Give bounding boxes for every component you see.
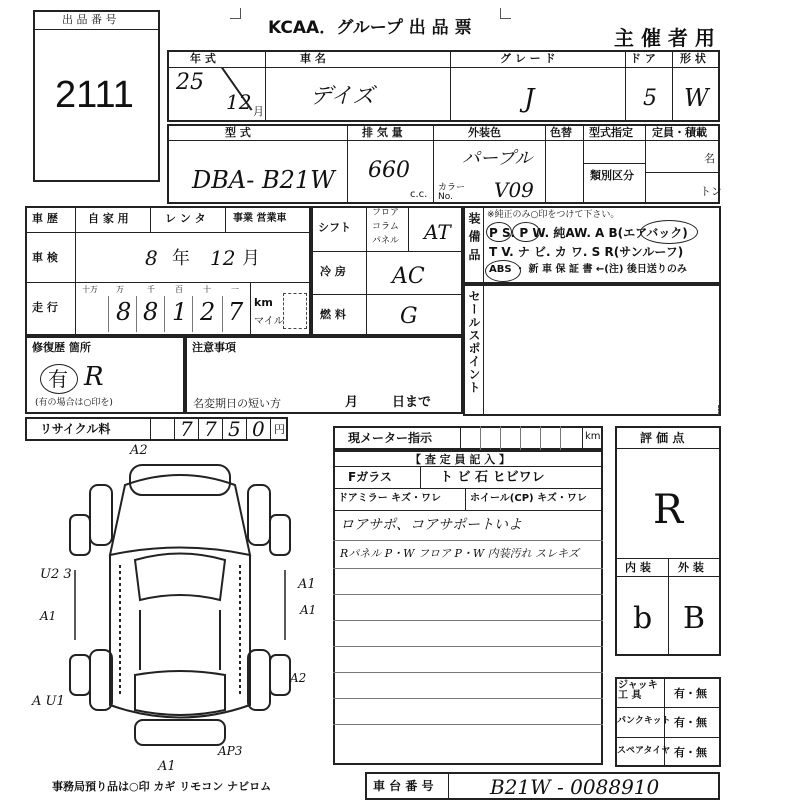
exterior-label: 外 装 — [678, 561, 704, 574]
mark-au1: A U1 — [32, 694, 65, 709]
mark-a1-mid: A1 — [300, 603, 317, 617]
ext-color-value: パープル — [462, 148, 533, 169]
hdr-color-change: 色替 — [550, 126, 572, 139]
meter-unit: km — [585, 431, 601, 442]
wheel-label: ホイール(CP) キズ・ワレ — [470, 493, 587, 504]
repair-note: (有の場合は○印を) — [35, 398, 113, 408]
door-value: 5 — [643, 86, 657, 111]
recycle-digit-3: 5 — [228, 417, 241, 441]
color-no-label: カラー No. — [438, 183, 466, 202]
ac-value: AC — [392, 264, 425, 289]
mileage-digit-4: 2 — [200, 298, 216, 326]
repair-value2: R — [84, 362, 104, 392]
history-business: 事業 営業車 — [233, 213, 287, 224]
exterior-value: B — [683, 601, 706, 636]
hdr-body: 形 状 — [680, 52, 706, 65]
grade-label: 評 価 点 — [640, 431, 685, 445]
hdr-year: 年 式 — [190, 52, 216, 65]
hdr-grade: グ レ ー ド — [500, 52, 556, 65]
meter-label: 現メーター指示 — [348, 431, 433, 445]
km-unit: km — [254, 296, 273, 309]
digit-label-5: 一 — [231, 285, 239, 294]
ac-label: 冷 房 — [320, 265, 346, 278]
jack-yn: 有・無 — [674, 687, 707, 700]
hdr-door: ド ア — [630, 52, 656, 65]
mileage-digit-1: 8 — [116, 298, 132, 326]
fuel-label: 燃 料 — [320, 308, 346, 321]
inspection-line2: Rパネル P・W フロア P・W 内装汚れ スレキズ — [340, 547, 579, 560]
mileage-digit-2: 8 — [143, 298, 159, 326]
shift-floor: フロア — [372, 208, 400, 218]
shaken-month: 12 — [210, 246, 236, 270]
grade-value: J — [524, 84, 535, 114]
car-diagram — [30, 445, 330, 765]
lot-number: 2111 — [55, 74, 134, 116]
equipment-note: ※純正のみ○印をつけて下さい。 — [487, 210, 620, 220]
mirror-label: ドアミラー キズ・ワレ — [338, 493, 441, 504]
color-no-value: V09 — [494, 178, 534, 202]
equipment-line1: P S. P W. 純AW. A B(エアバック) — [489, 226, 688, 240]
form-title: KCAA．グループ 出 品 票 — [268, 18, 472, 38]
chassis-value: B21W - 0088910 — [490, 775, 660, 799]
shift-value: AT — [424, 220, 451, 244]
mark-u2-left: U2 3 — [40, 567, 72, 582]
digit-label-2: 千 — [147, 285, 155, 294]
history-rental: レ ン タ — [165, 212, 206, 225]
inspection-header: 【 査 定 員 記 入 】 — [410, 453, 510, 466]
glass-label: Fガラス — [348, 470, 392, 484]
recycle-digit-1: 7 — [180, 417, 193, 441]
history-label: 車 歴 — [32, 212, 58, 225]
spare-label: スペアタイヤ — [617, 746, 671, 756]
shift-panel: パネル — [372, 236, 400, 246]
organizer-label: 主 催 者 用 — [614, 26, 715, 50]
grade-value: R — [653, 487, 684, 533]
shift-label: シフト — [318, 221, 351, 234]
mark-a2-right: A2 — [290, 671, 307, 685]
mark-a2-top: A2 — [130, 443, 148, 458]
body-value: W — [684, 84, 709, 112]
fuel-value: G — [400, 304, 418, 329]
digit-label-0: 十万 — [82, 285, 98, 294]
footer-left: 事務局預り品は○印 カギ リモコン ナビロム — [52, 780, 272, 793]
shaken-year: 8 — [145, 246, 158, 270]
hdr-displacement: 排 気 量 — [362, 126, 403, 139]
month-unit: 月 — [253, 105, 264, 118]
digit-label-3: 百 — [175, 285, 183, 294]
mile-unit: マイル — [254, 316, 284, 327]
recycle-label: リサイクル料 — [40, 422, 111, 436]
puncture-label: パンクキット — [617, 716, 671, 726]
recycle-unit: 円 — [274, 423, 285, 436]
month-value: 12 — [226, 90, 252, 114]
recycle-digit-4: 0 — [252, 417, 265, 441]
digit-label-4: 十 — [203, 285, 211, 294]
mileage-digit-3: 1 — [172, 298, 188, 326]
history-private: 自 家 用 — [88, 212, 129, 225]
hdr-capacity: 定員・積載 — [652, 126, 707, 139]
cc-unit: c.c. — [410, 189, 428, 200]
sales-point-box — [463, 284, 721, 416]
interior-value: b — [633, 601, 653, 636]
digit-label-1: 万 — [116, 285, 124, 294]
notes-label: 注意事項 — [192, 341, 236, 354]
puncture-yn: 有・無 — [674, 716, 707, 729]
mark-a1-right: A1 — [298, 577, 316, 592]
name-change-label: 名変期日の短い方 — [193, 397, 281, 410]
spare-yn: 有・無 — [674, 746, 707, 759]
mark-a1-bottom: A1 — [158, 759, 176, 774]
shift-column: コラム — [372, 222, 399, 232]
sales-point-label: セールスポイント — [467, 290, 481, 394]
interior-label: 内 装 — [625, 561, 651, 574]
mark-ap3: AP3 — [218, 744, 243, 758]
repair-value: 有 — [48, 367, 68, 391]
persons-unit: 名 — [704, 152, 715, 165]
mile-checkbox — [283, 293, 307, 329]
hdr-ext-color: 外装色 — [468, 126, 501, 139]
chassis-label: 車 台 番 号 — [373, 779, 434, 793]
repair-label: 修復歴 箇所 — [32, 341, 91, 354]
equipment-line3: ABS ・ 新 車 保 証 書 ←(注) 後日送りのみ — [489, 264, 687, 275]
glass-opts: ト ビ 石 ヒビワレ — [440, 470, 545, 485]
shaken-month-unit: 月 — [242, 248, 260, 269]
year-value: 25 — [176, 70, 204, 95]
inspection-line1: ロアサポ、コアサポートいよ — [340, 517, 522, 533]
mileage-label: 走 行 — [32, 301, 58, 314]
hdr-model: 型 式 — [225, 126, 251, 139]
equipment-label: 装 備 品 — [467, 212, 481, 262]
name-change-month: 月 — [345, 395, 359, 410]
hdr-car-name: 車 名 — [300, 52, 326, 65]
recycle-digit-2: 7 — [204, 417, 217, 441]
jack-label: ジャッキ 工 具 — [618, 680, 658, 701]
tons-unit: トン — [700, 185, 722, 198]
displacement-value: 660 — [368, 158, 410, 183]
mark-a1-left: A1 — [40, 609, 57, 623]
hdr-type-designation: 型式指定 — [589, 126, 633, 139]
car-name-value: デイズ — [310, 84, 375, 109]
hdr-category: 類別区分 — [590, 169, 634, 182]
lot-number-label: 出 品 番 号 — [62, 13, 117, 26]
model-value: DBA- B21W — [192, 166, 335, 194]
shaken-label: 車 検 — [32, 251, 58, 264]
equipment-line2: T V. ナ ビ. カ ワ. S R(サンルーフ) — [489, 245, 684, 259]
shaken-year-unit: 年 — [172, 248, 190, 269]
mileage-digit-5: 7 — [228, 298, 244, 326]
name-change-day: 日まで — [392, 395, 432, 410]
